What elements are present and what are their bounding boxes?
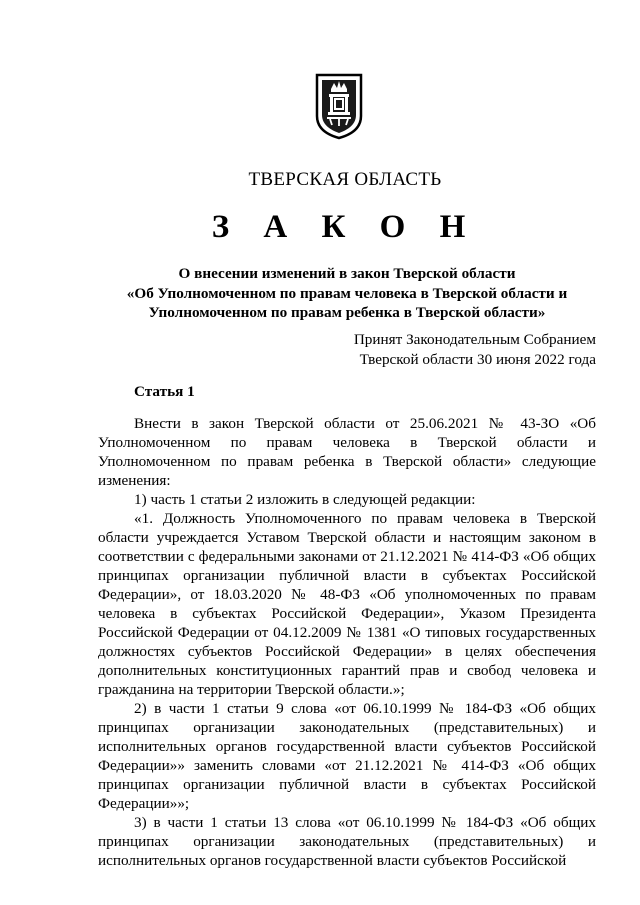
coat-of-arms-icon: [314, 72, 364, 140]
subject-line: «Об Уполномоченном по правам человека в Тверской области и: [126, 284, 568, 302]
article-heading: Статья 1: [134, 383, 195, 400]
region-name: ТВЕРСКАЯ ОБЛАСТЬ: [248, 169, 442, 190]
document-type-title: З А К О Н: [211, 209, 479, 245]
adoption-note: [354, 330, 596, 369]
adoption-line: Тверской области 30 июня 2022 года: [359, 350, 596, 368]
subject-line: О внесении изменений в закон Тверской области: [178, 265, 516, 282]
article-paragraph: 3) в части 1 статьи 13 слова «от 06.10.1999 № 184-ФЗ «Об общих принципах организации законодательных (представительных) и исполнительных органов государственной власти субъектов Российской: [98, 814, 596, 869]
article-paragraph: Внести в закон Тверской области от 25.06.2021 № 43-ЗО «Об Уполномоченном по правам человека в Тверской области и Уполномоченном по правам ребенка в Тверской области» следующие изменения:: [98, 415, 596, 489]
article-paragraph: «1. Должность Уполномоченного по правам человека в Тверской области учреждается Уставом Тверской области и настоящим законом в соответствии с федеральными законами от 21.12.2021 № 414-ФЗ «Об общих принципах организации публичной власти в субъектах Российской Федерации», от 18.03.2020 № 48-ФЗ «Об уполномоченных по правам человека в субъектах Российской Федерации», Указом Президента Российской Федерации от 04.12.2009 № 1381 «О типовых государственных должностях субъектов Российской Федерации» в целях обеспечения дополнительных конституционных гарантий прав и свобод человека и гражданина на территории Тверской области.»;: [98, 510, 596, 698]
adoption-line: Принят Законодательным Собранием: [353, 331, 596, 348]
article-paragraph: 1) часть 1 статьи 2 изложить в следующей редакции:: [134, 491, 476, 508]
article-paragraph: 2) в части 1 статьи 9 слова «от 06.10.1999 № 184-ФЗ «Об общих принципах организации законодательных (представительных) и исполнительных органов государственной власти субъектов Российской Федерации»» заменить словами «от 21.12.2021 № 414-ФЗ «Об общих принципах организации публичной власти в субъектах Российской Федерации»»;: [98, 700, 596, 812]
article-body: [98, 414, 596, 870]
law-subject-title: [98, 264, 596, 323]
subject-line: Уполномоченном по правам ребенка в Тверской области»: [148, 304, 546, 321]
